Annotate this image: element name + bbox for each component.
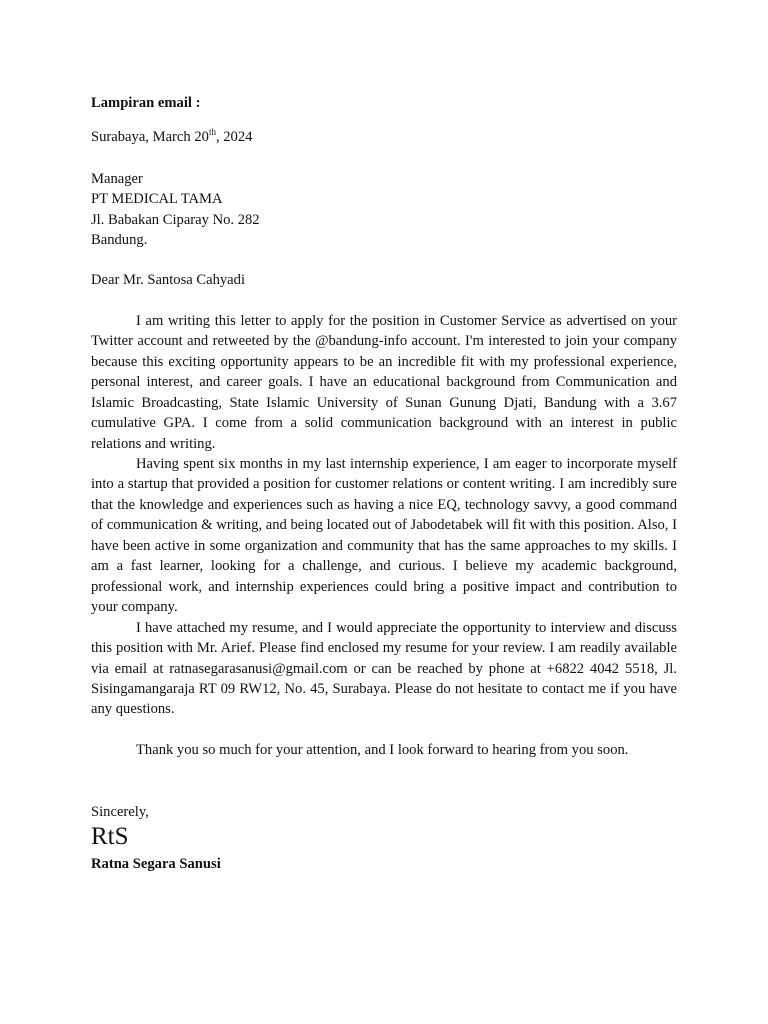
recipient-title: Manager (91, 170, 143, 187)
signature: RtS (91, 823, 129, 851)
body-paragraph-1: I am writing this letter to apply for the position in Customer Service as advertised on your Twitter account and retweeted by the @bandung-info account. I'm interested to join your company because this exciting opportunity appears to be an incredible fit with my professional experience, personal interest, and career goals. I have an educational background from Communication and Islamic Broadcasting, State Islamic University of Sunan Gunung Djati, Bandung with a 3.67 cumulative GPA. I come from a solid communication background with an interest in public relations and writing. (91, 312, 677, 452)
recipient-street: Jl. Babakan Ciparay No. 282 (91, 211, 260, 228)
salutation: Dear Mr. Santosa Cahyadi (91, 272, 246, 289)
letter-body (91, 311, 677, 760)
date-ordinal-suffix: th (208, 127, 216, 138)
letter-page (91, 93, 677, 874)
recipient-city: Bandung. (91, 232, 148, 249)
closing-paragraph: Thank you so much for your attention, and I look forward to hearing from you soon. (136, 741, 629, 758)
recipient-address (91, 169, 677, 251)
recipient-company: PT MEDICAL TAMA (91, 191, 223, 208)
attachment-heading: Lampiran email : (91, 95, 201, 111)
date-prefix: Surabaya, March 20 (91, 129, 209, 146)
complimentary-close: Sincerely, (91, 804, 149, 821)
signer-name: Ratna Segara Sanusi (91, 856, 221, 873)
body-paragraph-3: I have attached my resume, and I would appreciate the opportunity to interview and discuss this position with Mr. Arief. Please find enclosed my resume for your review. I am readily available via email at ratnasegarasanusi@gmail.com or can be reached by phone at +6822 4042 5518, Jl. Sisingamangaraja RT 09 RW12, No. 45, Surabaya. Please do not hesitate to contact me if you have any questions. (91, 619, 677, 718)
date-suffix: , 2024 (215, 129, 253, 146)
letter-date (91, 127, 677, 147)
body-paragraph-2: Having spent six months in my last internship experience, I am eager to incorporate myself into a startup that provided a position for customer relations or content writing. I am incredibly sure that the knowledge and experiences such as having a nice EQ, technology savvy, a good command of communication & writing, and being located out of Jabodetabek will fit with this position. Also, I have been active in some organization and community that has the same approaches to my skills. I am a fast learner, looking for a challenge, and curious. I believe my academic background, professional work, and internship experiences could bring a positive impact and contribution to your company. (91, 456, 677, 616)
